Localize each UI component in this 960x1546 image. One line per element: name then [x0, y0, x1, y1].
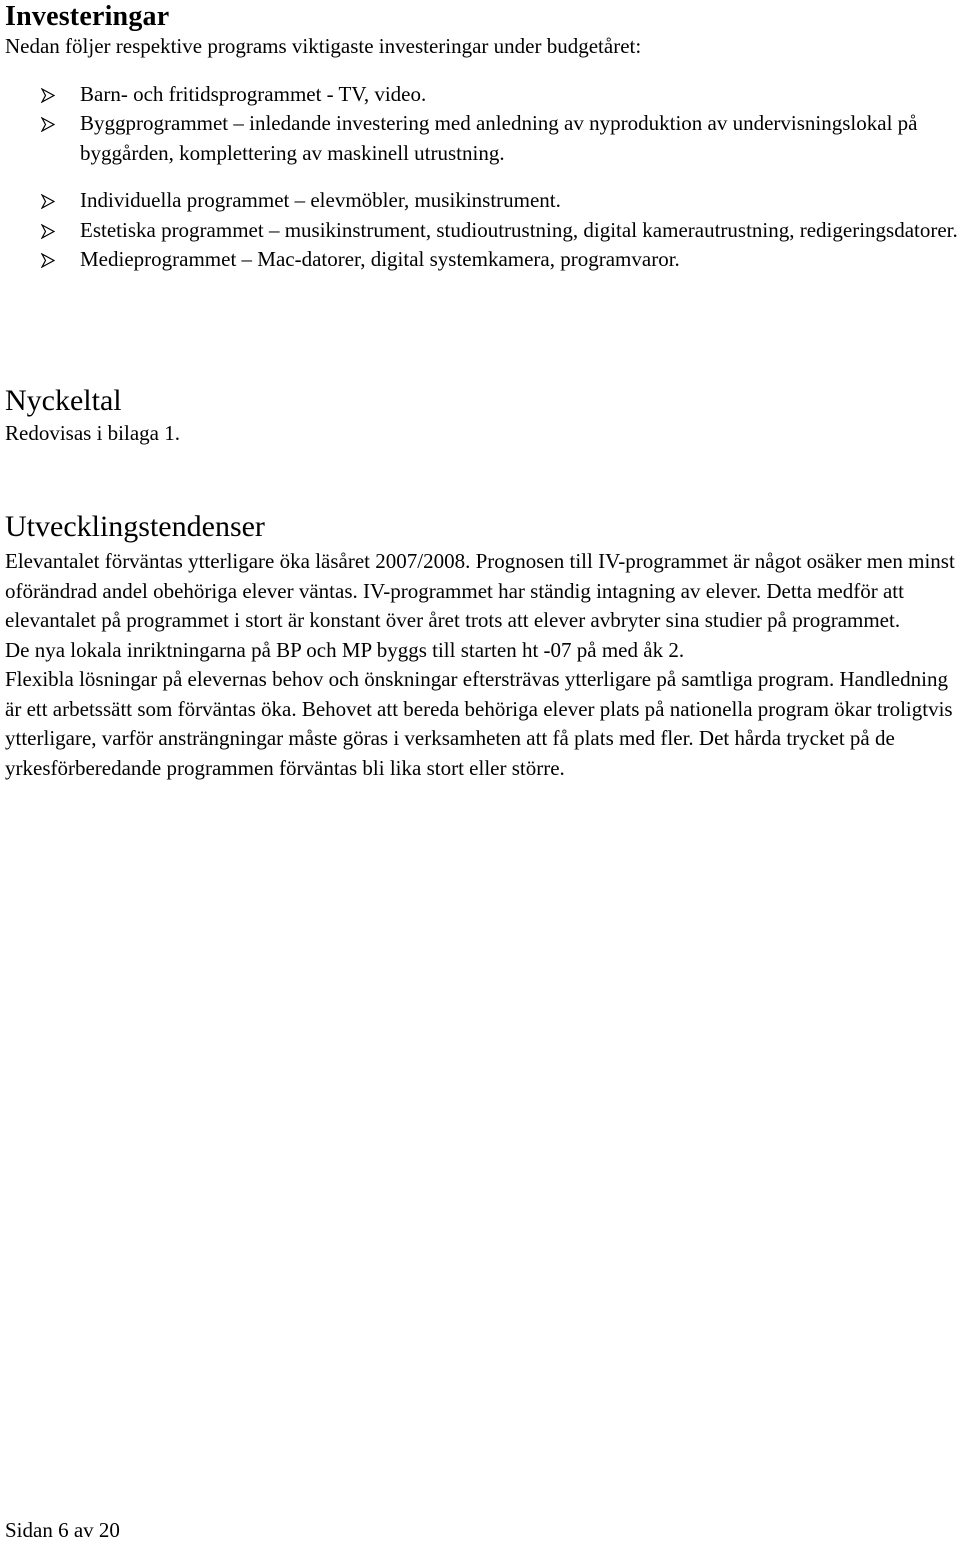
list-item-text: Estetiska programmet – musikinstrument, studioutrustning, digital kamerautrustning, redigeringsdatorer. [80, 217, 958, 242]
nyckeltal-text: Redovisas i bilaga 1. [5, 421, 180, 445]
section-title-investeringar: Investeringar [5, 1, 170, 32]
list-item [5, 245, 960, 275]
list-item-text: Barn- och fritidsprogrammet - TV, video. [80, 81, 427, 106]
section-nyckeltal [5, 383, 960, 449]
list-item-text: Medieprogrammet – Mac-datorer, digital systemkamera, programvaror. [80, 247, 680, 271]
list-item [5, 109, 960, 168]
paragraph: Flexibla lösningar på elevernas behov och önskningar eftersträvas ytterligare på samtliga program. Handledning är ett arbetssätt som förväntas öka. Behovet att bereda behöriga elever plats på nationella program ökar troligtvis ytterligare, varför ansträngningar måste göras i verksamheten att få plats med fler. Det hårda trycket på de yrkesförberedande programmen förväntas bli lika stort eller större. [5, 667, 953, 780]
investeringar-intro: Nedan följer respektive programs viktigaste investeringar under budgetåret: [5, 34, 642, 58]
arrowhead-bullet-icon [41, 253, 55, 268]
arrowhead-bullet-icon [41, 224, 55, 239]
list-item-text: Individuella programmet – elevmöbler, musikinstrument. [80, 188, 561, 212]
section-utvecklingstendenser [5, 509, 960, 783]
list-item [5, 186, 960, 216]
arrowhead-bullet-icon [41, 88, 55, 103]
arrowhead-bullet-icon [41, 117, 55, 132]
investment-list [5, 80, 960, 275]
list-item [5, 80, 960, 110]
list-item [5, 216, 960, 246]
paragraph: De nya lokala inriktningarna på BP och MP byggs till starten ht -07 på med åk 2. [5, 637, 685, 662]
arrowhead-bullet-icon [41, 194, 55, 209]
paragraph: Elevantalet förväntas ytterligare öka läsåret 2007/2008. Prognosen till IV-programmet är något osäker men minst oförändrad andel obehöriga elever väntas. IV-programmet har ständig intagning av elever. Detta medför att elevantalet på programmet i stort är konstant över året trots att elever avbryter sina studier på programmet. [5, 549, 955, 632]
section-title-nyckeltal: Nyckeltal [5, 384, 122, 417]
section-investeringar [5, 0, 960, 275]
page-number: Sidan 6 av 20 [5, 1518, 120, 1542]
section-title-utvecklingstendenser: Utvecklingstendenser [5, 510, 265, 543]
list-item-text: Byggprogrammet – inledande investering med anledning av nyproduktion av undervisningslokal på byggården, komplettering av maskinell utrustning. [80, 111, 918, 165]
